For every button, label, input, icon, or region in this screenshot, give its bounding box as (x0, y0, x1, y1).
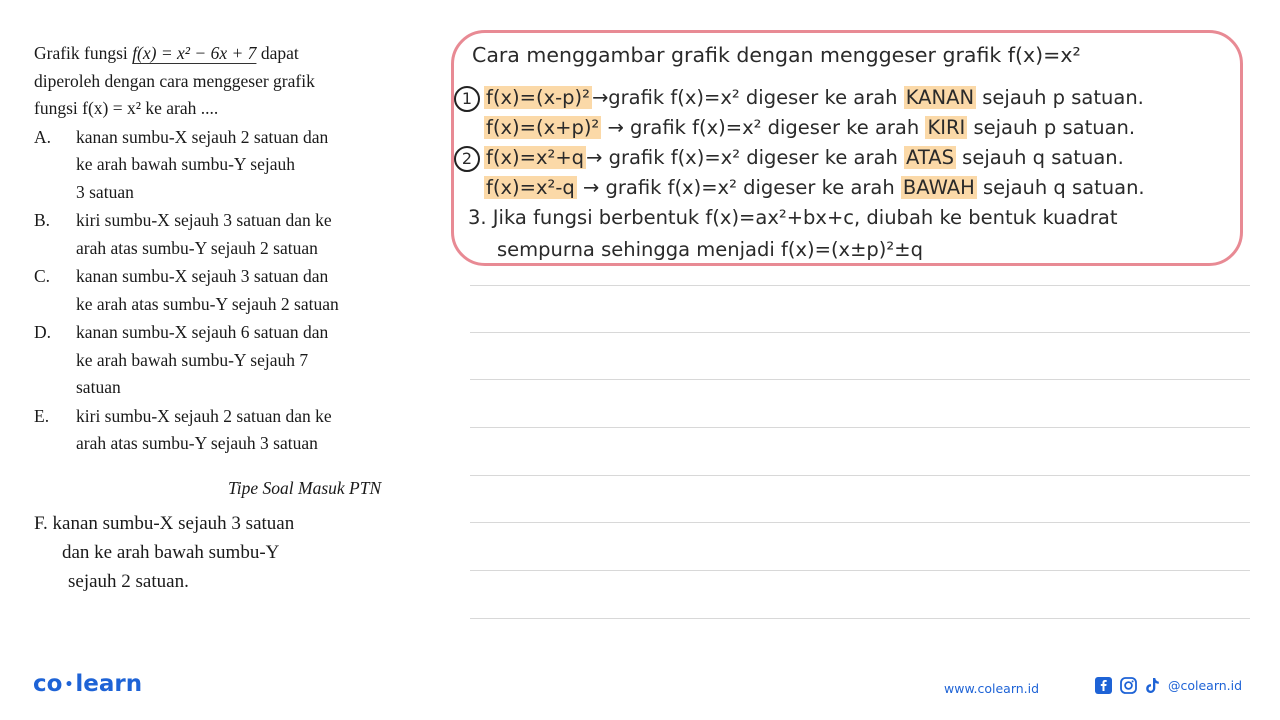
brand-left: co (33, 671, 63, 697)
answer-option[interactable] (34, 263, 424, 318)
number-circle-2: 2 (454, 146, 480, 172)
ruled-line (470, 332, 1250, 333)
notes-row-2 (484, 116, 1135, 139)
question-stem-line-1 (34, 40, 424, 68)
option-text-line: kanan sumbu-X sejauh 6 satuan dan (76, 322, 329, 342)
formula-kiri: f(x)=(x+p)² (486, 116, 600, 139)
notes-point-3-line-2: sempurna sehingga menjadi f(x)=(x±p)²±q (497, 238, 923, 261)
ruled-line (470, 285, 1250, 286)
option-text-line: arah atas sumbu-Y sejauh 3 satuan (76, 433, 318, 453)
option-text-line: 3 satuan (76, 181, 134, 202)
formula-kanan: f(x)=(x-p)² (486, 86, 590, 109)
direction-atas: ATAS (906, 146, 954, 169)
notes-row-4 (484, 176, 1145, 199)
option-letter: E. (34, 405, 50, 426)
row-2-mid: → grafik f(x)=x² digeser ke arah (601, 116, 926, 139)
notes-row-3 (454, 146, 1124, 172)
option-text (76, 403, 424, 458)
option-text-line: kiri sumbu-X sejauh 2 satuan dan ke (76, 405, 332, 426)
brand-dot-icon: • (64, 676, 74, 693)
ruled-line (470, 475, 1250, 476)
number-circle-1: 1 (454, 86, 480, 112)
option-text-line: ke arah bawah sumbu-Y sejauh 7 (76, 349, 309, 370)
social-links (1095, 677, 1242, 694)
ruled-line (470, 427, 1250, 428)
direction-kiri: KIRI (927, 116, 966, 139)
answer-options (34, 124, 424, 458)
option-text (76, 263, 424, 318)
stem-text-end: dapat (256, 43, 299, 63)
answer-option[interactable] (34, 403, 424, 458)
option-text-line: kanan sumbu-X sejauh 2 satuan dan (76, 126, 329, 147)
stem-function: f(x) = x² − 6x + 7 (132, 43, 257, 63)
extra-option-line-1: F. kanan sumbu-X sejauh 3 satuan (34, 513, 295, 534)
extra-option-line-2: dan ke arah bawah sumbu-Y (62, 542, 280, 563)
ruled-line (470, 522, 1250, 523)
formula-bawah: f(x)=x²-q (486, 176, 575, 199)
row-2-end: sejauh p satuan. (967, 116, 1136, 139)
question-stem-line-2: diperoleh dengan cara menggeser grafik (34, 70, 315, 91)
row-1-mid: →grafik f(x)=x² digeser ke arah (591, 86, 904, 109)
instagram-icon[interactable] (1120, 677, 1137, 694)
option-text-line: satuan (76, 377, 121, 397)
website-link[interactable]: www.colearn.id (944, 681, 1040, 696)
option-text-line: kiri sumbu-X sejauh 3 satuan dan ke (76, 210, 332, 230)
option-text (76, 124, 424, 207)
option-letter: A. (34, 126, 52, 147)
row-4-end: sejauh q satuan. (976, 176, 1145, 199)
formula-atas: f(x)=x²+q (486, 146, 585, 169)
row-1-end: sejauh p satuan. (976, 86, 1144, 109)
option-letter: D. (34, 322, 52, 342)
option-text-line: arah atas sumbu-Y sejauh 2 satuan (76, 237, 318, 258)
ruled-line (470, 618, 1250, 619)
tiktok-icon[interactable] (1145, 677, 1160, 694)
notes-row-1 (454, 86, 1144, 112)
extra-option-line-3: sejauh 2 satuan. (68, 571, 189, 592)
question-stem-line-3: fungsi f(x) = x² ke arah .... (34, 98, 219, 118)
option-text-line: ke arah bawah sumbu-Y sejauh (76, 154, 295, 174)
option-text-line: kanan sumbu-X sejauh 3 satuan dan (76, 266, 329, 286)
row-4-mid: → grafik f(x)=x² digeser ke arah (576, 176, 901, 199)
option-letter: C. (34, 266, 51, 286)
ruled-line (470, 570, 1250, 571)
row-3-mid: → grafik f(x)=x² digeser ke arah (586, 146, 905, 169)
question-block (34, 40, 424, 458)
direction-kanan: KANAN (905, 86, 975, 109)
brand-right: learn (75, 671, 143, 697)
ruled-line (470, 379, 1250, 380)
answer-option[interactable] (34, 319, 424, 402)
option-text-line: ke arah atas sumbu-Y sejauh 2 satuan (76, 293, 339, 314)
social-handle[interactable]: @colearn.id (1168, 678, 1243, 693)
direction-bawah: BAWAH (902, 176, 975, 199)
notes-point-3-line-1: 3. Jika fungsi berbentuk f(x)=ax²+bx+c, diubah ke bentuk kuadrat (468, 206, 1118, 229)
option-text (76, 207, 424, 262)
extra-option (34, 509, 434, 596)
question-type-label: Tipe Soal Masuk PTN (228, 478, 382, 498)
answer-option[interactable] (34, 124, 424, 207)
row-3-end: sejauh q satuan. (955, 146, 1124, 169)
notes-title: Cara menggambar grafik dengan menggeser grafik f(x)=x² (472, 43, 1081, 67)
stem-text: Grafik fungsi (34, 43, 133, 63)
option-letter: B. (34, 210, 51, 230)
answer-option[interactable] (34, 207, 424, 262)
colearn-logo[interactable] (33, 671, 142, 697)
facebook-icon[interactable] (1095, 677, 1112, 694)
option-text (76, 319, 424, 402)
